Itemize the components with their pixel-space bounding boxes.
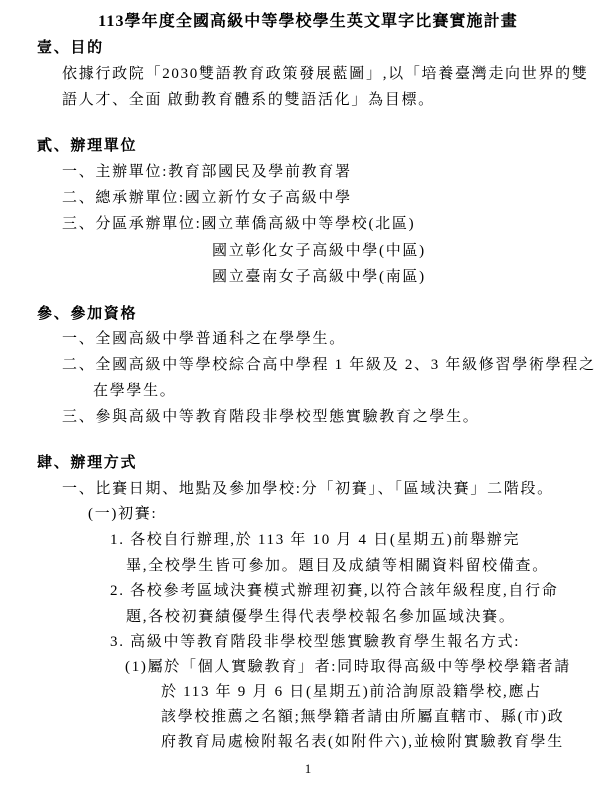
section-4-line: 題,各校初賽績優學生得代表學校報名參加區域決賽。 — [126, 609, 516, 625]
section-2-heading: 貳、辦理單位 — [37, 138, 138, 154]
section-2-line: 三、分區承辦單位:國立華僑高級中等學校(北區) — [62, 216, 416, 232]
section-4-line: 於 113 年 9 月 6 日(星期五)前洽詢原設籍學校,應占 — [161, 684, 542, 700]
section-3-line: 三、參與高級中等教育階段非學校型態實驗教育之學生。 — [62, 409, 480, 425]
section-2-line: 國立彰化女子高級中學(中區) — [212, 243, 426, 259]
section-3-line: 二、全國高級中等學校綜合高中學程 1 年級及 2、3 年級修習學術學程之 — [62, 357, 596, 373]
section-4-heading: 肆、辦理方式 — [37, 455, 138, 471]
section-3-line: 一、全國高級中學普通科之在學學生。 — [62, 331, 346, 347]
section-4-line: 2. 各校參考區域決賽模式辦理初賽,以符合該年級程度,自行命 — [110, 583, 559, 599]
section-1-line: 依據行政院「2030雙語教育政策發展藍圖」,以「培養臺灣走向世界的雙 — [62, 66, 589, 82]
page-number: 1 — [304, 761, 312, 776]
section-4-line: 府教育局處檢附報名表(如附件六),並檢附實驗教育學生 — [161, 734, 564, 750]
section-1-heading: 壹、目的 — [37, 40, 104, 56]
section-4-line: 畢,全校學生皆可參加。題目及成績等相關資料留校備查。 — [126, 558, 549, 574]
section-3-heading: 參、參加資格 — [37, 306, 138, 322]
section-2-line: 一、主辦單位:教育部國民及學前教育署 — [62, 164, 352, 180]
section-4-line: 3. 高級中等教育階段非學校型態實驗教育學生報名方式: — [110, 634, 521, 650]
section-4-line: 1. 各校自行辦理,於 113 年 10 月 4 日(星期五)前舉辦完 — [110, 532, 521, 548]
section-3-line: 在學學生。 — [93, 383, 177, 399]
section-4-line: (一)初賽: — [88, 506, 158, 522]
document-title: 113學年度全國高級中等學校學生英文單字比賽實施計畫 — [98, 13, 518, 30]
section-2-line: 二、總承辦單位:國立新竹女子高級中學 — [62, 190, 352, 206]
section-4-line: (1)屬於「個人實驗教育」者:同時取得高級中等學校學籍者請 — [125, 659, 571, 675]
section-4-line: 一、比賽日期、地點及參加學校:分「初賽」、「區域決賽」二階段。 — [62, 481, 554, 497]
section-2-line: 國立臺南女子高級中學(南區) — [212, 269, 426, 285]
section-4-line: 該學校推薦之名額;無學籍者請由所屬直轄市、縣(市)政 — [161, 709, 565, 725]
section-1-line: 語人才、全面 啟動教育體系的雙語活化」為目標。 — [62, 92, 435, 108]
